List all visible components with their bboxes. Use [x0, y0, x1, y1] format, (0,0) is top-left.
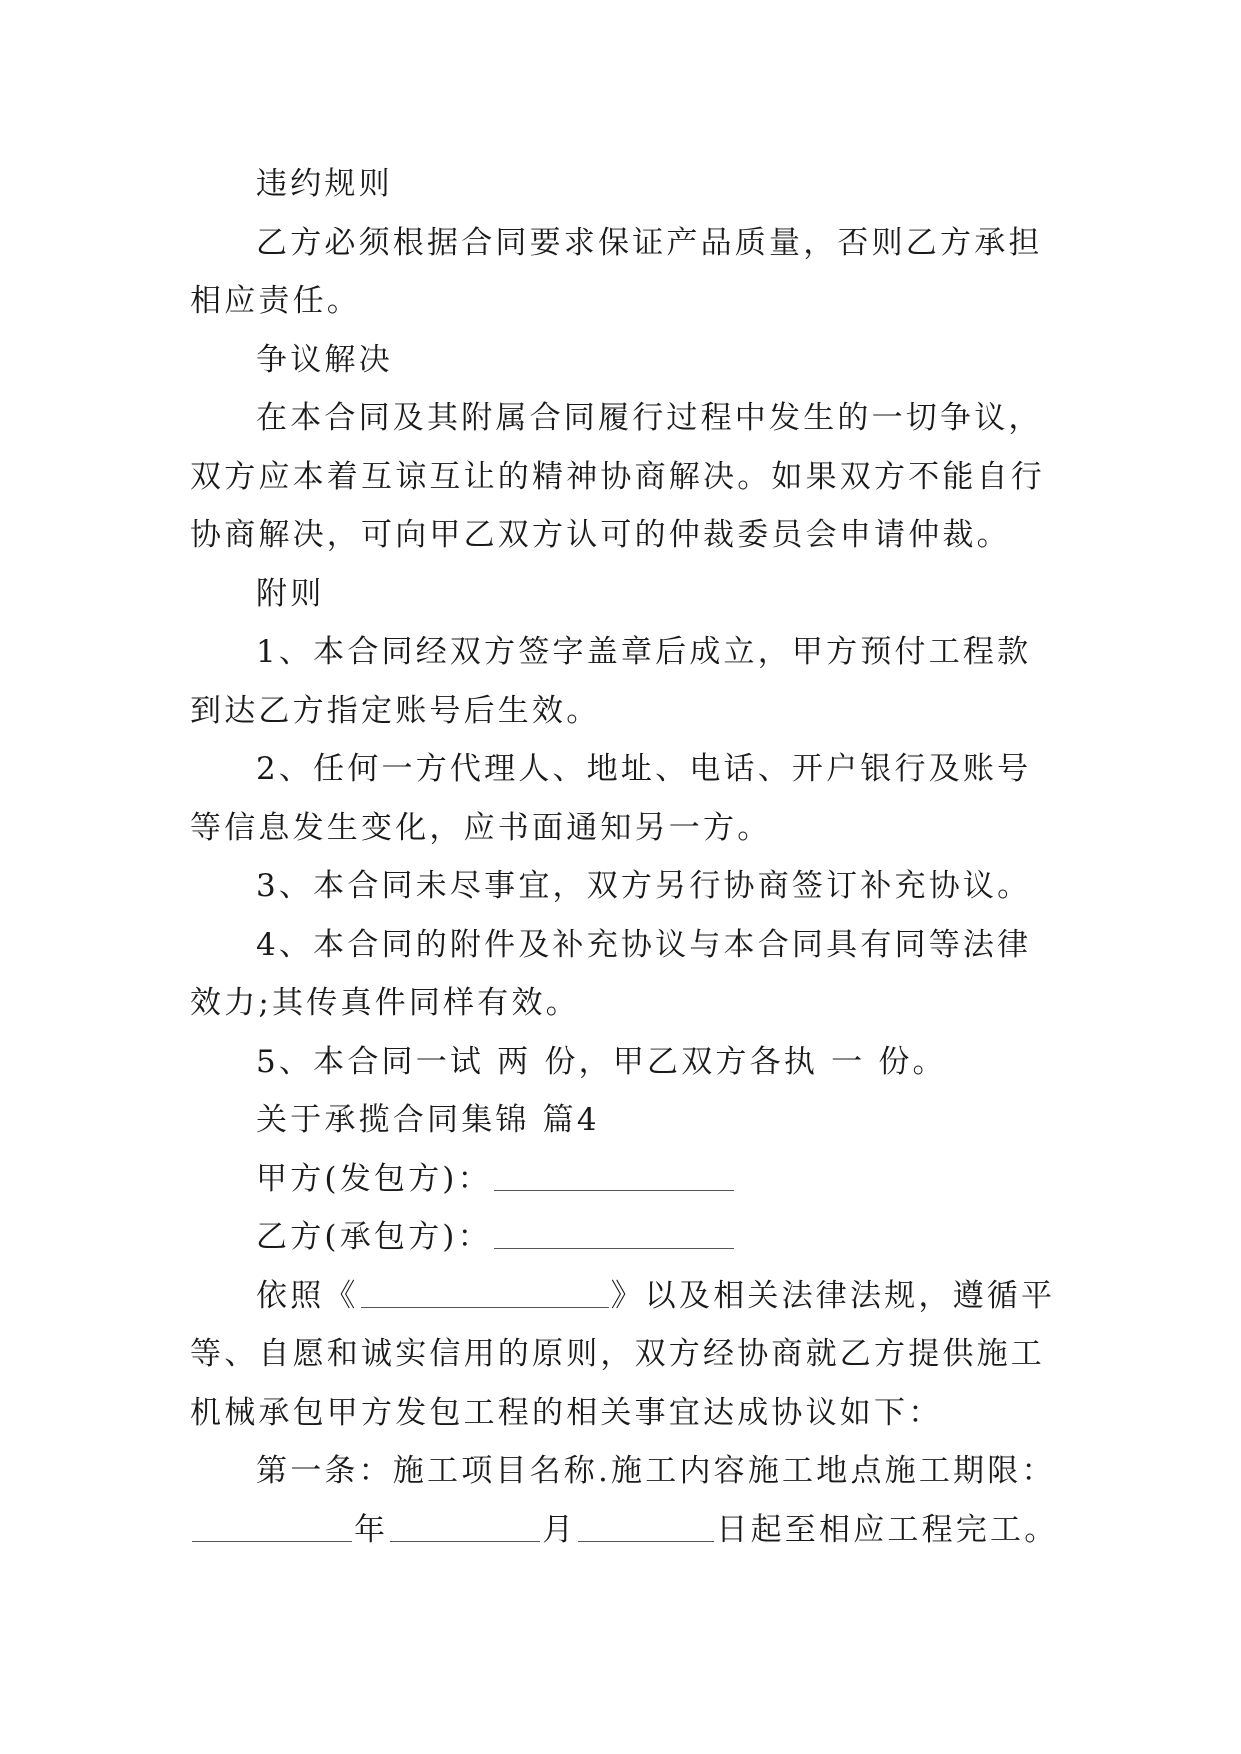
party-b-label: 乙方(承包方)：: [256, 1219, 492, 1255]
year-blank: [192, 1515, 352, 1542]
paragraph-basis: [190, 1267, 1060, 1443]
heading-dispute: 争议解决: [256, 341, 393, 378]
clause-5: 5、本合同一试 两 份，甲乙双方各执 一 份。: [256, 1043, 947, 1080]
month-label: 月: [542, 1511, 577, 1548]
clause-1: 1、本合同经双方签字盖章后成立，甲方预付工程款到达乙方指定账号后生效。: [190, 634, 1032, 729]
clause-4: 4、本合同的附件及补充协议与本合同具有同等法律效力;其传真件同样有效。: [190, 926, 1032, 1021]
article-1: 第一条：施工项目名称.施工内容施工地点施工期限：: [256, 1453, 1056, 1489]
heading-appendix: 附则: [256, 575, 325, 612]
heading-breach-rules: 违约规则: [256, 166, 393, 202]
clause-2: 2、任何一方代理人、地址、电话、开户银行及账号等信息发生变化，应书面通知另一方。: [190, 751, 1032, 846]
party-a-blank: [494, 1164, 734, 1191]
paragraph-dispute: 在本合同及其附属合同履行过程中发生的一切争议，双方应本着互谅互让的精神协商解决。如果双方不能自行协商解决，可向甲乙双方认可的仲裁委员会申请仲裁。: [190, 400, 1045, 553]
day-blank: [578, 1515, 714, 1542]
month-blank: [390, 1515, 540, 1542]
paragraph-quality: 乙方必须根据合同要求保证产品质量，否则乙方承担相应责任。: [190, 224, 1043, 319]
law-name-blank: [361, 1281, 609, 1308]
clause-3: 3、本合同未尽事宜，双方另行协商签订补充协议。: [256, 868, 1032, 904]
section-title: 关于承揽合同集锦 篇4: [256, 1102, 600, 1138]
basis-end: 》以及相关法律法规，遵循平等、自愿和诚实信用的原则，双方经协商就乙方提供施工机械承包甲方发包工程的相关事宜达成协议如下：: [190, 1277, 1056, 1431]
party-a-line: [190, 1150, 1060, 1209]
year-label: 年: [354, 1511, 389, 1548]
date-line: [190, 1501, 1060, 1560]
party-b-line: [190, 1208, 1060, 1267]
day-end-text: 日起至相应工程完工。: [716, 1511, 1059, 1548]
basis-start: 依照《: [256, 1277, 359, 1314]
party-b-blank: [494, 1222, 734, 1249]
document-page: [190, 155, 1060, 1559]
party-a-label: 甲方(发包方)：: [256, 1160, 492, 1197]
